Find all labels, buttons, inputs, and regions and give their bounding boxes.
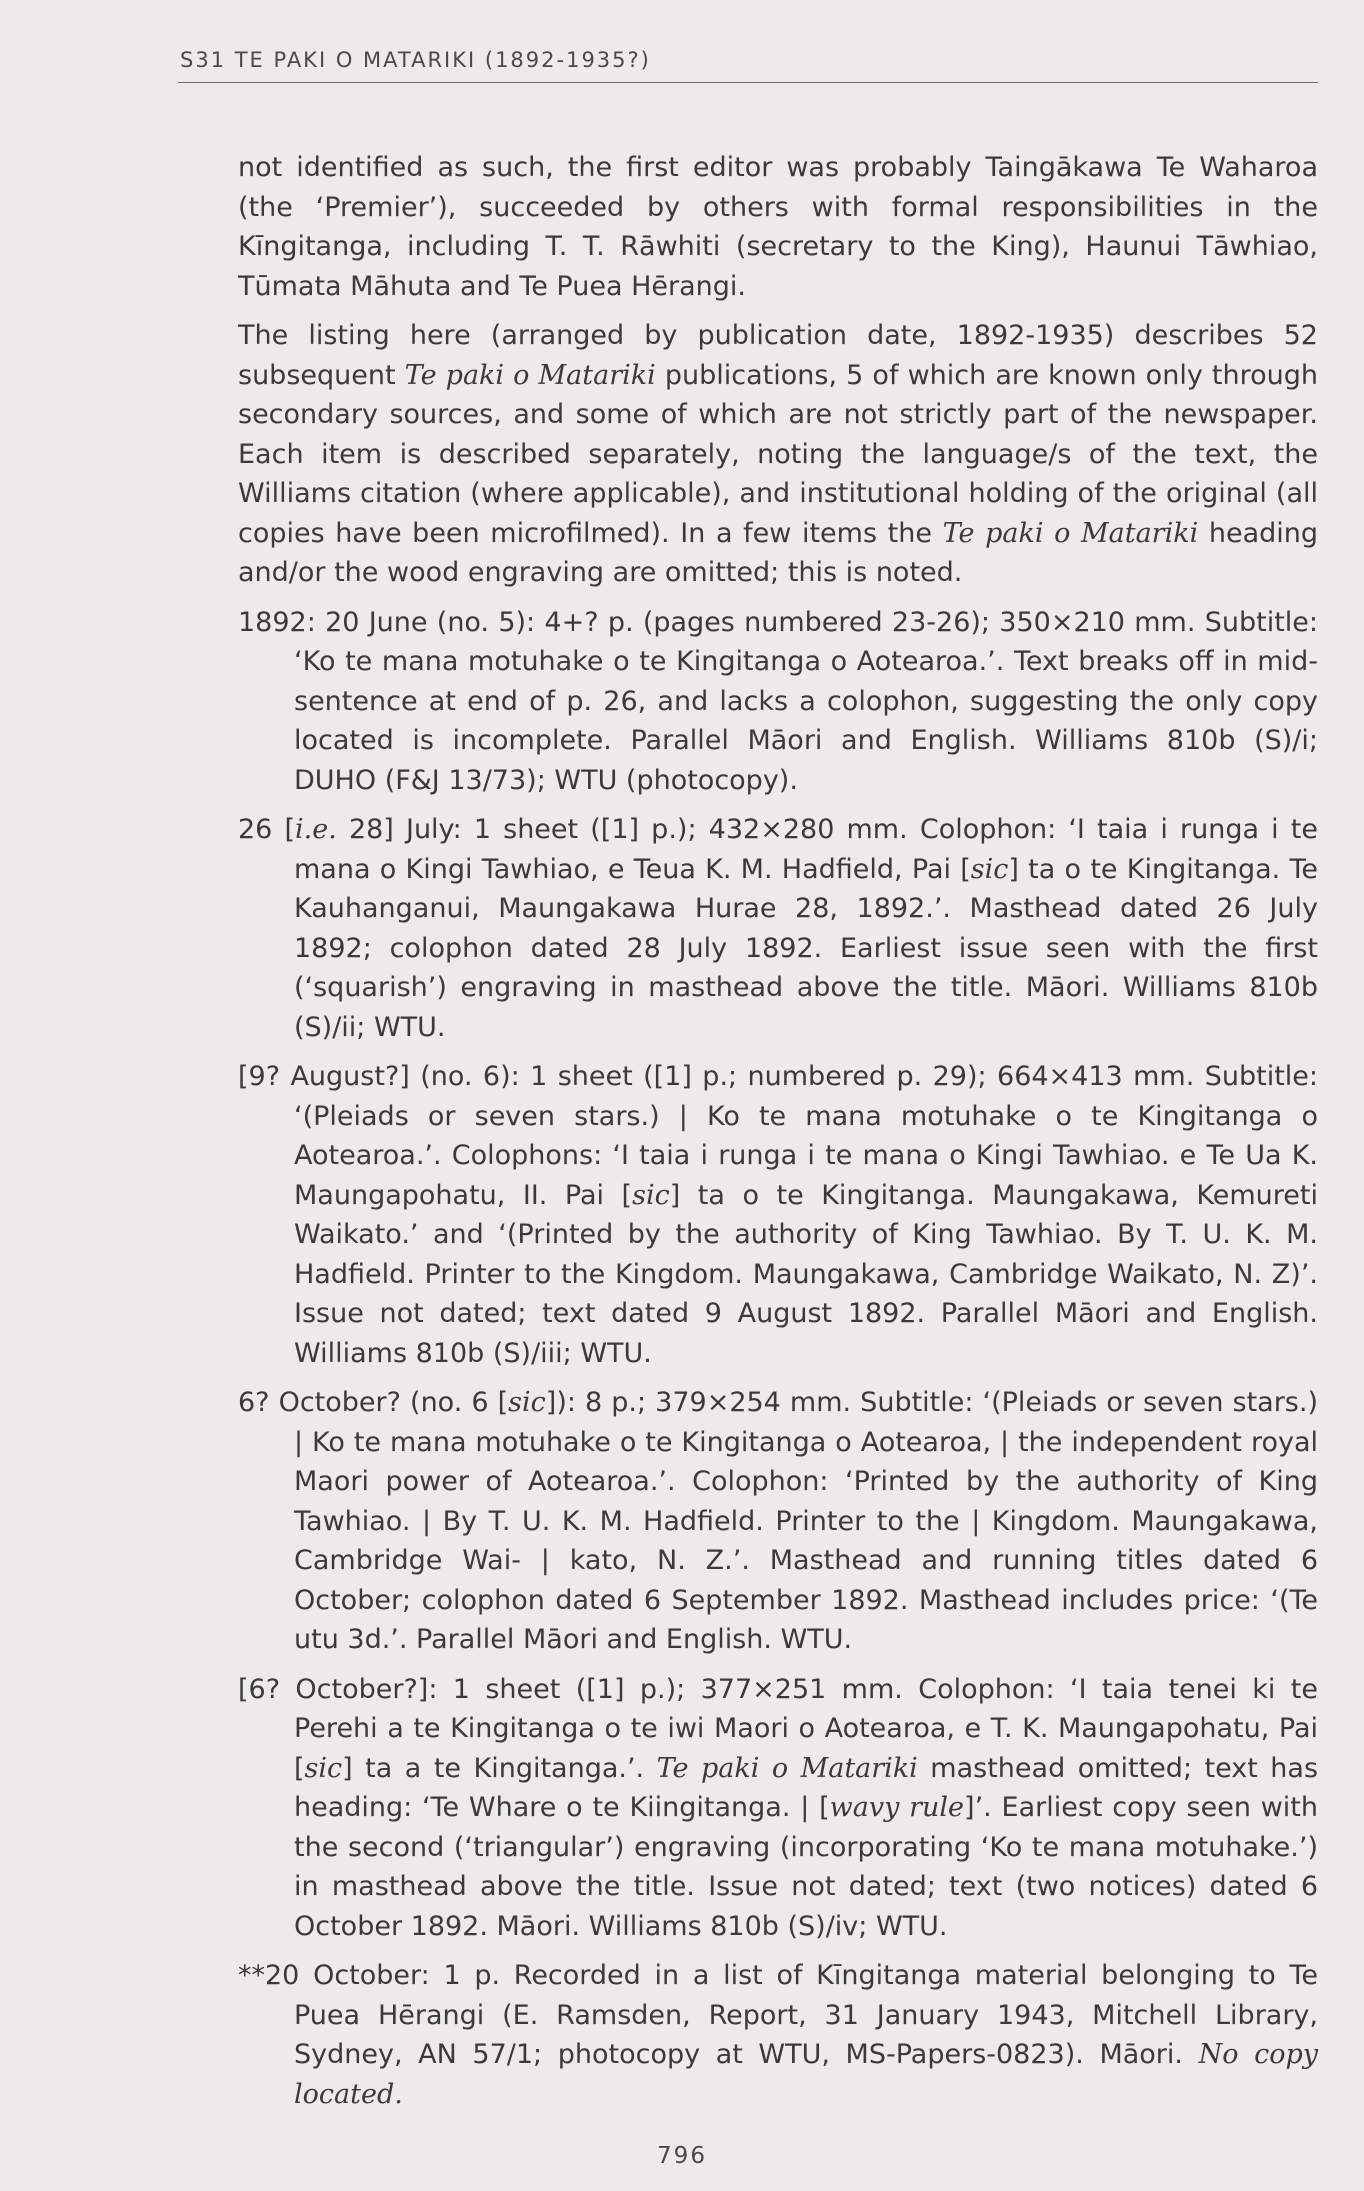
text-run: ] ta a te Kingitanga.’. (342, 1752, 657, 1784)
text-run: heading and/or the wood engraving are omitted; this is noted. (238, 517, 1319, 588)
text-run: not identified as such, the first editor was probably Taingākawa Te Waharoa (the ‘Premier’), succeeded by others with formal responsibilities in the Kīngitanga, including T. T. Rāwhiti (secretary to the King), Haunui Tāwhiao, Tūmata Māhuta and Te Puea Hērangi. (238, 152, 1318, 302)
italic-text: wavy rule (829, 1792, 965, 1823)
text-run: [6? October?]: 1 sheet ([1] p.); 377×251 mm. Colophon: ‘I taia tenei ki te Perehi a te Kingitanga o te iwi Maori o Aotearoa, e T. K. Maungapohatu, Pai [ (238, 1673, 1318, 1784)
italic-text: sic (970, 853, 1009, 885)
catalogue-entry (238, 603, 1318, 801)
italic-text: sic (304, 1752, 343, 1784)
text-run: 26 [ (238, 814, 296, 845)
text-run: 1892: 20 June (no. 5): 4+? p. (pages numbered 23-26); 350×210 mm. Subtitle: ‘Ko te mana motuhake o te Kingitanga o Aotearoa.’. Text breaks off in mid-sentence at end of p. 26, and lacks a colophon, suggesting the only copy located is incomplete. Parallel Māori and English. Williams 810b (S)/i; DUHO (F&J 13/73); WTU (photocopy). (238, 606, 1318, 796)
text-run: ]): 8 p.; 379×254 mm. Subtitle: ‘(Pleiads or seven stars.) | Ko te mana motuhake o te Kingitanga o Aotearoa, | the independent royal Maori power of Aotearoa.’. Colophon: ‘Printed by the authority of King Tawhiao. | By T. U. K. M. Hadfield. Printer to the | Kingdom. Maungakawa, Cambridge Wai- | kato, N. Z.’. Masthead and running titles dated 6 October; colophon dated 6 September 1892. Masthead includes price: ‘(Te utu 3d.’. Parallel Māori and English. WTU. (294, 1387, 1318, 1655)
italic-text: Te paki o Matariki (404, 359, 656, 391)
page-number: 796 (657, 2143, 707, 2169)
header-rule (178, 82, 1318, 83)
italic-text: sic (632, 1179, 670, 1211)
italic-text: sic (508, 1387, 546, 1418)
text-run: publications, 5 of which are known only through secondary sources, and some of which are not strictly part of the newspaper. Each item is described separately, noting the language/s of the text, the Williams citation (where applicable), and institutional holding of the original (all copies have been microfilmed). In a few items the (238, 359, 1318, 549)
text-run: ]’. Earliest copy seen with the second (‘triangular’) engraving (incorporating ‘Ko te mana motuhake.’) in masthead above the title. Issue not dated; text (two notices) dated 6 October 1892. Māori. Williams 810b (S)/iv; WTU. (294, 1792, 1318, 1942)
catalogue-entry (238, 1956, 1318, 2114)
text-run: masthead omitted; text has heading: ‘Te Whare o te Kiingitanga. | [ (294, 1752, 1319, 1823)
catalogue-entry (238, 1670, 1318, 1947)
text-run: The listing here (arranged by publication date, 1892-1935) describes 52 subsequent (238, 320, 1318, 391)
catalogue-entry (238, 810, 1318, 1047)
body-text (238, 148, 1318, 2124)
running-head: S31 TE PAKI O MATARIKI (1892-1935?) (180, 48, 651, 72)
italic-text: Te paki o Matariki (942, 517, 1199, 549)
text-run: ] ta o te Kingitanga. Te Kauhanganui, Maungakawa Hurae 28, 1892.’. Masthead dated 26 July 1892; colophon dated 28 July 1892. Earliest issue seen with the first (‘squarish’) engraving in masthead above the title. Māori. Williams 810b (S)/ii; WTU. (294, 853, 1319, 1043)
intro-paragraph (238, 316, 1318, 593)
intro-paragraph (238, 148, 1318, 306)
italic-text: Te paki o Matariki (656, 1752, 918, 1784)
italic-text: i.e. (295, 814, 337, 845)
catalogue-entry (238, 1057, 1318, 1373)
catalogue-entry (238, 1383, 1318, 1660)
italic-text: No copy located. (294, 2039, 1318, 2110)
text-run: [9? August?] (no. 6): 1 sheet ([1] p.; numbered p. 29); 664×413 mm. Subtitle: ‘(Pleiads or seven stars.) | Ko te mana motuhake o te Kingitanga o Aotearoa.’. Colophons: ‘I taia i runga i te mana o Kingi Tawhiao. e Te Ua K. Maungapohatu, II. Pai [ (238, 1061, 1318, 1211)
text-run: **20 October: 1 p. Recorded in a list of Kīngitanga material belonging to Te Puea Hērangi (E. Ramsden, Report, 31 January 1943, Mitchell Library, Sydney, AN 57/1; photocopy at WTU, MS-Papers-0823). Māori. (238, 1960, 1318, 2070)
text-run: 28] July: 1 sheet ([1] p.); 432×280 mm. Colophon: ‘I taia i runga i te mana o Kingi Tawhiao, e Teua K. M. Hadfield, Pai [ (294, 814, 1318, 885)
text-run: 6? October? (no. 6 [ (238, 1387, 509, 1418)
text-run: ] ta o te Kingitanga. Maungakawa, Kemureti Waikato.’ and ‘(Printed by the authority of King Tawhiao. By T. U. K. M. Hadfield. Printer to the Kingdom. Maungakawa, Cambridge Waikato, N. Z)’. Issue not dated; text dated 9 August 1892. Parallel Māori and English. Williams 810b (S)/iii; WTU. (294, 1179, 1318, 1369)
